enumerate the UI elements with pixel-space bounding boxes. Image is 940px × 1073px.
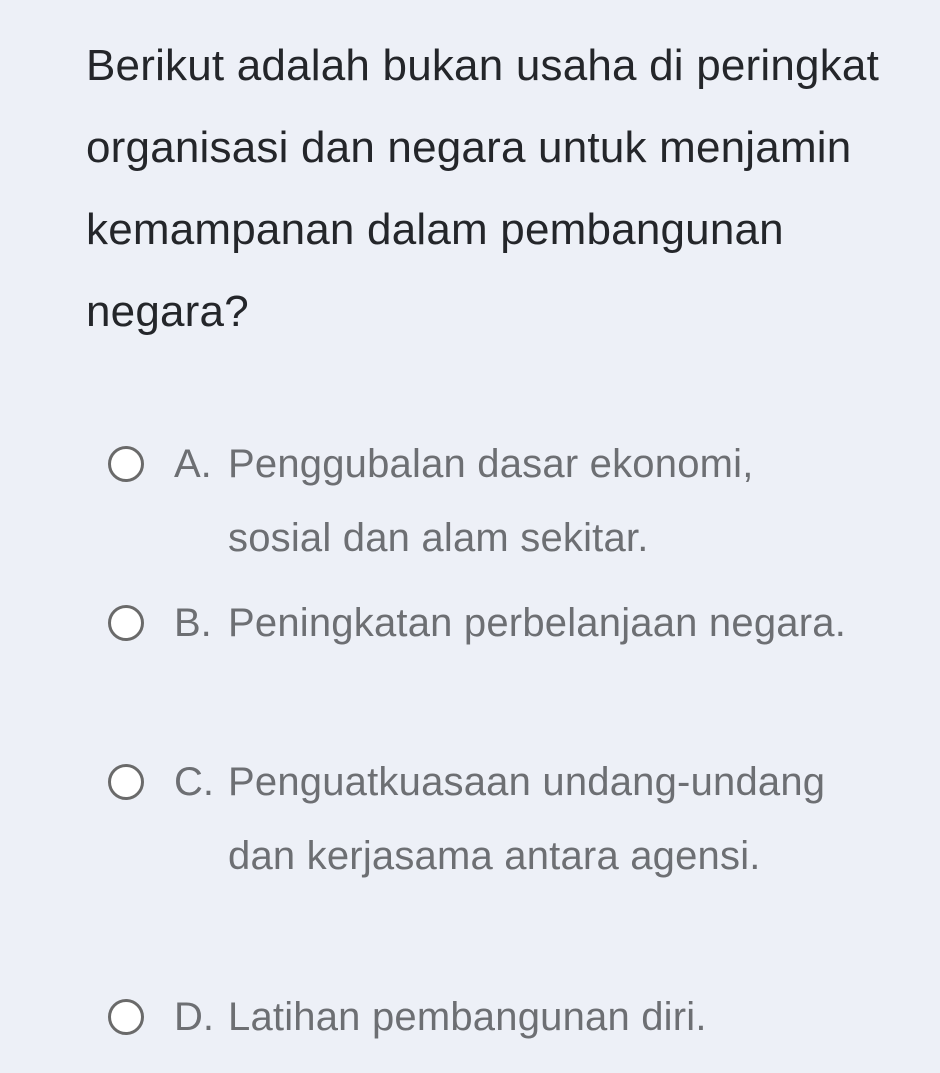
radio-button-a[interactable] [108, 446, 144, 482]
option-a-text: Penggubalan dasar ekonomi, sosial dan alam sekitar. [228, 442, 754, 560]
radio-button-d[interactable] [108, 999, 144, 1035]
option-d[interactable] [108, 980, 868, 1054]
radio-button-b[interactable] [108, 605, 144, 641]
option-b[interactable] [108, 586, 868, 734]
option-c[interactable] [108, 745, 868, 967]
option-c-letter: C. [174, 760, 214, 804]
option-a[interactable] [108, 427, 868, 575]
option-c-text: Penguatkuasaan undang-undang dan kerjasama antara agensi. [228, 760, 826, 878]
option-d-letter: D. [174, 995, 214, 1039]
option-d-text: Latihan pembangunan diri. [228, 995, 707, 1039]
radio-button-c[interactable] [108, 764, 144, 800]
option-b-letter: B. [174, 601, 212, 645]
option-a-letter: A. [174, 442, 212, 486]
option-b-text: Peningkatan perbelanjaan negara. [228, 601, 847, 645]
question-text: Berikut adalah bukan usaha di peringkat organisasi dan negara untuk menjamin kemampanan dalam pembangunan negara? [86, 41, 880, 336]
